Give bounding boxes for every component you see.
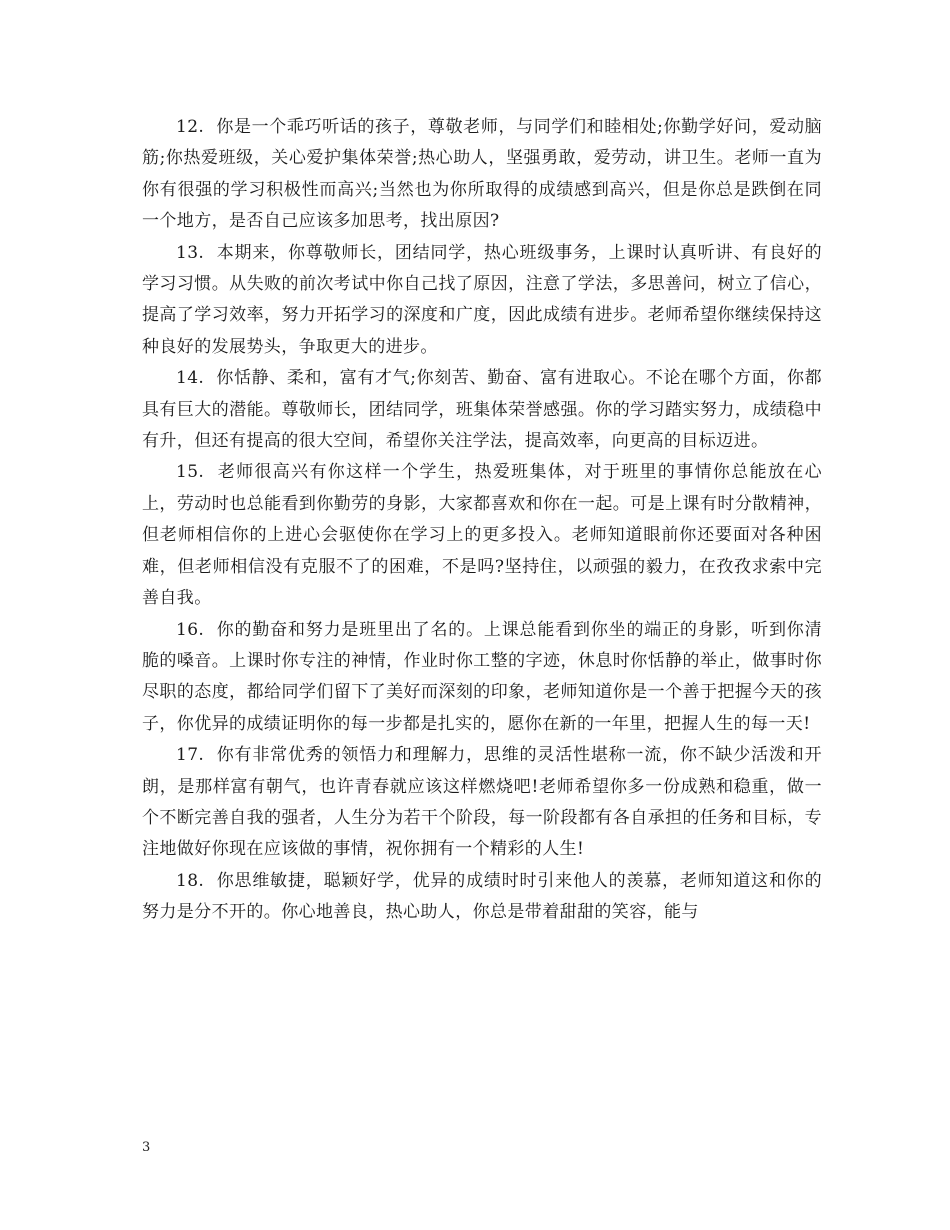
paragraph-16 <box>142 615 822 741</box>
paragraph-14 <box>142 363 822 457</box>
paragraph-text: 你恬静、柔和，富有才气;你刻苦、勤奋、富有进取心。不论在哪个方面，你都具有巨大的潜能。尊敬师长，团结同学，班集体荣誉感强。你的学习踏实努力，成绩稳中有升，但还有提高的很大空间，希望你关注学法，提高效率，向更高的目标迈进。 <box>142 368 822 452</box>
paragraph-text: 你是一个乖巧听话的孩子，尊敬老师，与同学们和睦相处;你勤学好问，爱动脑筋;你热爱班级，关心爱护集体荣誉;热心助人，坚强勇敢，爱劳动，讲卫生。老师一直为你有很强的学习积极性而高兴;当然也为你所取得的成绩感到高兴，但是你总是跌倒在同一个地方，是否自己应该多加思考，找出原因? <box>142 117 822 232</box>
paragraph-number: 17. <box>176 745 205 766</box>
page-content <box>142 112 822 929</box>
paragraph-text: 你有非常优秀的领悟力和理解力，思维的灵活性堪称一流，你不缺少活泼和开朗，是那样富有朝气，也许青春就应该这样燃烧吧!老师希望你多一份成熟和稳重，做一个不断完善自我的强者，人生分为若干个阶段，每一阶段都有各自承担的任务和目标，专注地做好你现在应该做的事情，祝你拥有一个精彩的人生! <box>142 745 823 860</box>
paragraph-text: 老师很高兴有你这样一个学生，热爱班集体，对于班里的事情你总能放在心上，劳动时也总能看到你勤劳的身影，大家都喜欢和你在一起。可是上课有时分散精神，但老师相信你的上进心会驱使你在学习上的更多投入。老师知道眼前你还要面对各种困难，但老师相信没有克服不了的困难，不是吗?坚持住，以顽强的毅力，在孜孜求索中完善自我。 <box>142 462 823 609</box>
paragraph-text: 你的勤奋和努力是班里出了名的。上课总能看到你坐的端正的身影，听到你清脆的嗓音。上课时你专注的神情，作业时你工整的字迹，休息时你恬静的举止，做事时你尽职的态度，都给同学们留下了美好而深刻的印象，老师知道你是一个善于把握今天的孩子，你优异的成绩证明你的每一步都是扎实的，愿你在新的一年里，把握人生的每一天! <box>142 619 823 734</box>
paragraph-text: 本期来，你尊敬师长，团结同学，热心班级事务，上课时认真听讲、有良好的学习习惯。从失败的前次考试中你自己找了原因，注意了学法，多思善问，树立了信心，提高了学习效率，努力开拓学习的深度和广度，因此成绩有进步。老师希望你继续保持这种良好的发展势头，争取更大的进步。 <box>142 242 823 357</box>
paragraph-number: 16. <box>176 619 205 640</box>
paragraph-13 <box>142 238 822 364</box>
paragraph-number: 12. <box>176 117 205 137</box>
page-number: 3 <box>142 1140 151 1155</box>
paragraph-12 <box>142 112 822 238</box>
paragraph-17 <box>142 740 822 866</box>
paragraph-18 <box>142 866 822 929</box>
paragraph-number: 15. <box>176 462 205 483</box>
paragraph-15 <box>142 457 822 614</box>
paragraph-text: 你思维敏捷，聪颖好学，优异的成绩时时引来他人的羡慕，老师知道这和你的努力是分不开的。你心地善良，热心助人，你总是带着甜甜的笑容，能与 <box>142 870 823 923</box>
paragraph-number: 18. <box>176 870 205 891</box>
paragraph-number: 13. <box>176 242 205 263</box>
paragraph-number: 14. <box>176 368 205 389</box>
